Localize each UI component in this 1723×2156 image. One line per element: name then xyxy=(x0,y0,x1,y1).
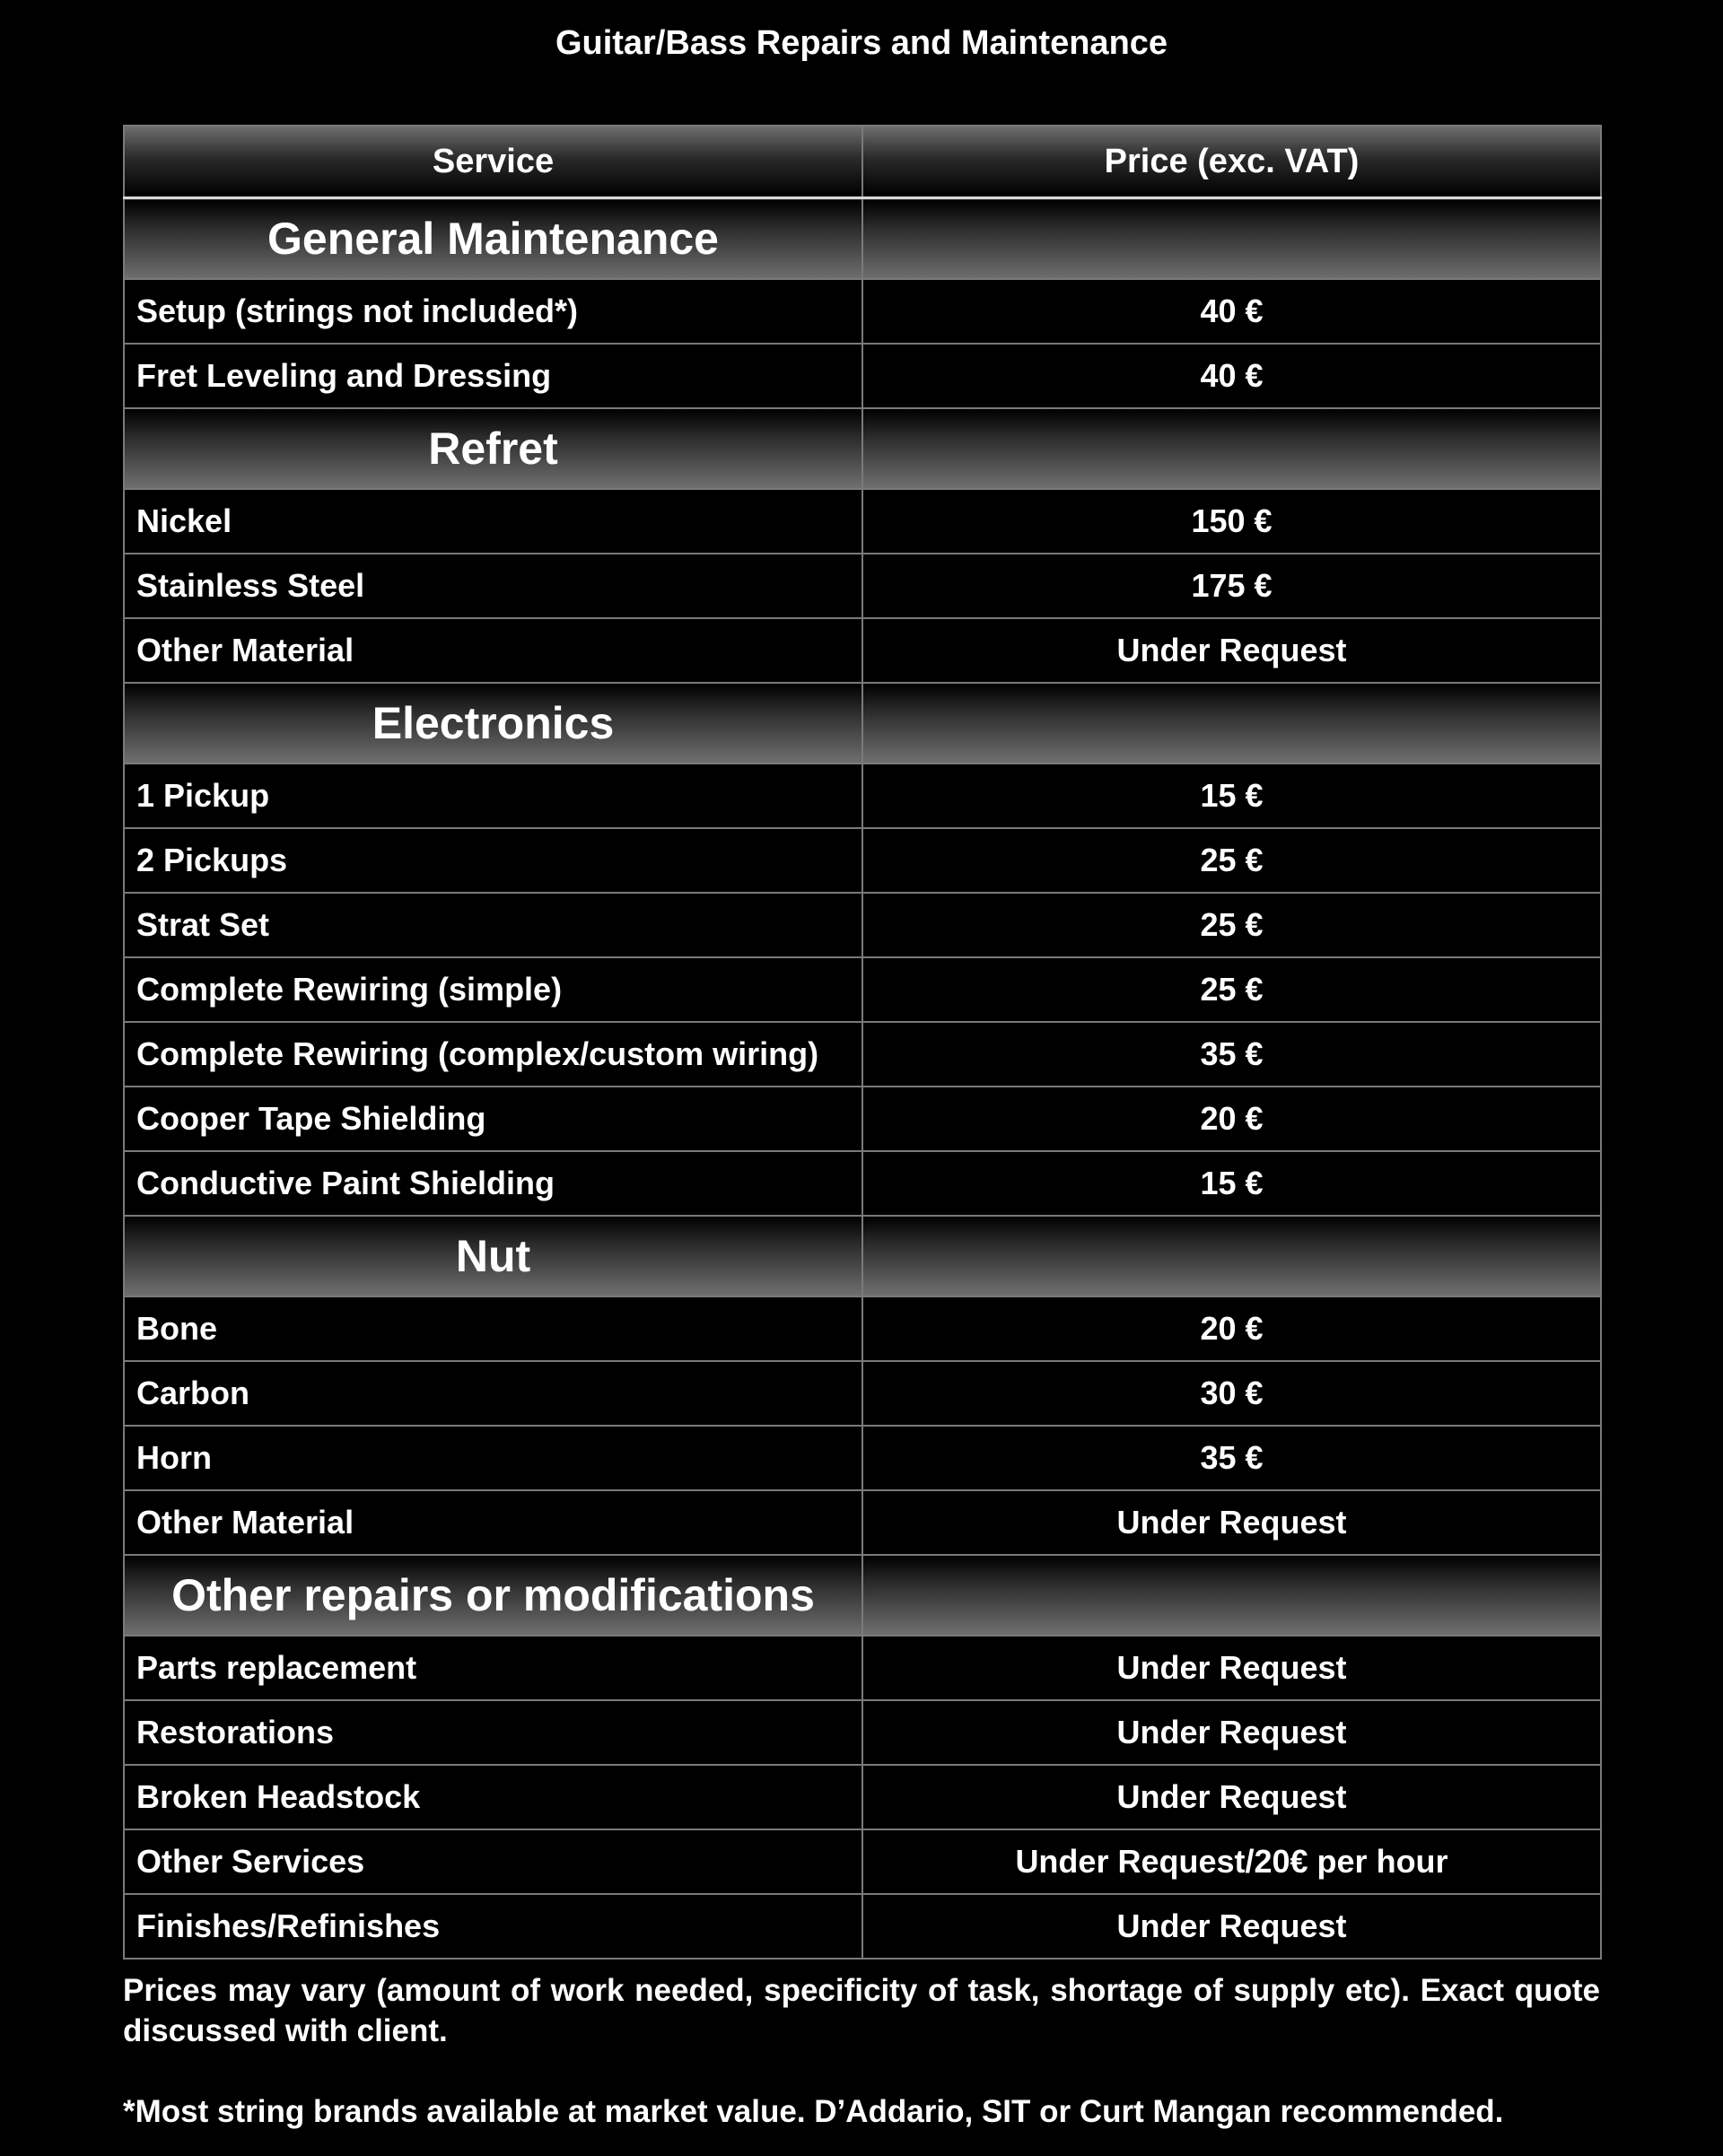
price-cell: 15 € xyxy=(862,764,1601,828)
price-table xyxy=(123,125,1602,1960)
price-cell: 25 € xyxy=(862,957,1601,1022)
page-title: Guitar/Bass Repairs and Maintenance xyxy=(555,24,1168,62)
section-title: Electronics xyxy=(124,683,862,764)
price-disclaimer: Prices may vary (amount of work needed, specificity of task, shortage of supply etc). Exact quote discussed with client. xyxy=(123,1973,1600,2048)
header-price: Price (exc. VAT) xyxy=(862,126,1601,198)
table-row xyxy=(124,1636,1601,1700)
table-row xyxy=(124,828,1601,893)
section-empty-cell xyxy=(862,408,1601,489)
price-cell: 15 € xyxy=(862,1151,1601,1216)
price-cell: 40 € xyxy=(862,279,1601,344)
price-cell: 175 € xyxy=(862,554,1601,618)
section-header-row xyxy=(124,198,1601,280)
price-cell: 35 € xyxy=(862,1022,1601,1087)
service-cell: Conductive Paint Shielding xyxy=(124,1151,862,1216)
price-cell: 30 € xyxy=(862,1361,1601,1426)
table-row xyxy=(124,1296,1601,1361)
service-cell: Broken Headstock xyxy=(124,1765,862,1829)
service-cell: Finishes/Refinishes xyxy=(124,1894,862,1959)
service-cell: Nickel xyxy=(124,489,862,554)
service-cell: Horn xyxy=(124,1426,862,1490)
section-empty-cell xyxy=(862,683,1601,764)
section-header-row xyxy=(124,408,1601,489)
service-cell: Complete Rewiring (simple) xyxy=(124,957,862,1022)
table-body xyxy=(124,198,1601,1960)
service-cell: Bone xyxy=(124,1296,862,1361)
table-row xyxy=(124,764,1601,828)
service-cell: Parts replacement xyxy=(124,1636,862,1700)
service-cell: Carbon xyxy=(124,1361,862,1426)
price-cell: 25 € xyxy=(862,893,1601,957)
section-title: General Maintenance xyxy=(124,198,862,280)
price-cell: Under Request xyxy=(862,1765,1601,1829)
price-cell: Under Request xyxy=(862,1894,1601,1959)
price-cell: 40 € xyxy=(862,344,1601,408)
section-title: Nut xyxy=(124,1216,862,1296)
section-title: Refret xyxy=(124,408,862,489)
table-row xyxy=(124,1426,1601,1490)
section-empty-cell xyxy=(862,198,1601,280)
table-row xyxy=(124,1700,1601,1765)
price-table-container xyxy=(123,125,1600,1960)
table-row xyxy=(124,1022,1601,1087)
price-cell: 150 € xyxy=(862,489,1601,554)
table-row xyxy=(124,1894,1601,1959)
price-cell: Under Request xyxy=(862,1490,1601,1555)
table-row xyxy=(124,344,1601,408)
service-cell: Stainless Steel xyxy=(124,554,862,618)
strings-footnote: *Most string brands available at market value. D’Addario, SIT or Curt Mangan recommended. xyxy=(123,2094,1504,2129)
service-cell: Restorations xyxy=(124,1700,862,1765)
price-cell: Under Request xyxy=(862,1700,1601,1765)
section-empty-cell xyxy=(862,1555,1601,1636)
service-cell: Other Material xyxy=(124,618,862,683)
table-row xyxy=(124,1829,1601,1894)
service-cell: Other Services xyxy=(124,1829,862,1894)
service-cell: Fret Leveling and Dressing xyxy=(124,344,862,408)
table-row xyxy=(124,1765,1601,1829)
service-cell: 1 Pickup xyxy=(124,764,862,828)
price-cell: 20 € xyxy=(862,1296,1601,1361)
table-row xyxy=(124,489,1601,554)
section-empty-cell xyxy=(862,1216,1601,1296)
price-cell: 35 € xyxy=(862,1426,1601,1490)
section-header-row xyxy=(124,1216,1601,1296)
section-title: Other repairs or modifications xyxy=(124,1555,862,1636)
table-header-row xyxy=(124,126,1601,198)
table-row xyxy=(124,957,1601,1022)
table-row xyxy=(124,554,1601,618)
price-cell: 25 € xyxy=(862,828,1601,893)
table-row xyxy=(124,618,1601,683)
notes xyxy=(123,1970,1600,2132)
price-cell: Under Request xyxy=(862,1636,1601,1700)
section-header-row xyxy=(124,1555,1601,1636)
service-cell: Complete Rewiring (complex/custom wiring) xyxy=(124,1022,862,1087)
price-cell: Under Request xyxy=(862,618,1601,683)
header-service: Service xyxy=(124,126,862,198)
service-cell: Other Material xyxy=(124,1490,862,1555)
service-cell: 2 Pickups xyxy=(124,828,862,893)
service-cell: Strat Set xyxy=(124,893,862,957)
service-cell: Setup (strings not included*) xyxy=(124,279,862,344)
table-row xyxy=(124,1490,1601,1555)
table-row xyxy=(124,893,1601,957)
table-row xyxy=(124,279,1601,344)
section-header-row xyxy=(124,683,1601,764)
service-cell: Cooper Tape Shielding xyxy=(124,1087,862,1151)
table-row xyxy=(124,1151,1601,1216)
price-cell: 20 € xyxy=(862,1087,1601,1151)
table-row xyxy=(124,1087,1601,1151)
table-row xyxy=(124,1361,1601,1426)
price-cell: Under Request/20€ per hour xyxy=(862,1829,1601,1894)
